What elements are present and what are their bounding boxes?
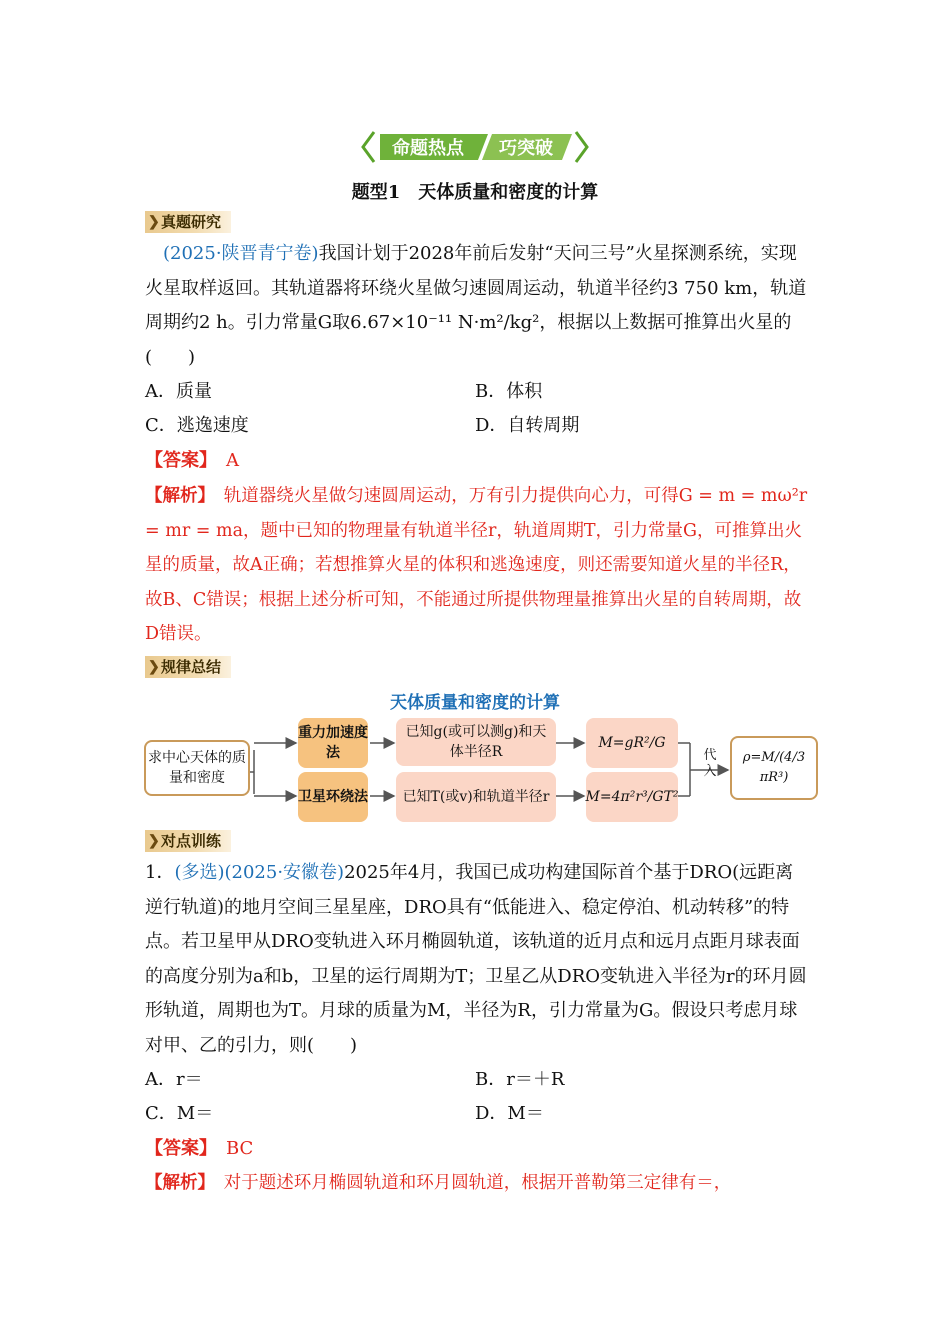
analysis-label: 【解析】 (145, 486, 207, 506)
q0-answer (145, 444, 810, 479)
section-banner (360, 128, 590, 166)
q1-option-b: B．r＝＋R (475, 1069, 565, 1090)
q1-analysis (145, 1166, 810, 1201)
q0-stem (145, 237, 810, 375)
analysis-label: 【解析】 (145, 1173, 207, 1193)
tag-training (145, 830, 231, 852)
q0-option-b: B．体积 (475, 381, 543, 402)
answer-value: BC (226, 1138, 254, 1159)
q0-source: (2025·陕晋青宁卷) (163, 243, 319, 264)
tag-summary (145, 656, 231, 678)
chevron-icon: ❯ (148, 214, 160, 230)
tag-real-exam (145, 211, 231, 233)
q1-stem (145, 856, 810, 1063)
q0-option-d: D．自转周期 (475, 415, 580, 436)
q1-number: 1． (145, 862, 175, 883)
banner-left-text: 命题热点 (392, 138, 464, 159)
q0-option-a: A．质量 (145, 381, 212, 402)
tag-label: 对点训练 (161, 832, 222, 850)
formula-orbit-box: M=4π²r³/GT² (586, 772, 678, 822)
q1-stem-text: 2025年4月，我国已成功构建国际首个基于DRO(远距离逆行轨道)的地月空间三星星座，DRO具有“低能进入、稳定停泊、机动转移”的特点。若卫星甲从DRO变轨进入环月椭圆轨道，该轨道的近月点和远月点距月球表面的高度分别为a和b，卫星的运行周期为T；卫星乙从DRO变轨进入半径为r的环月圆形轨道，周期也为T。月球的质量为M，半径为R，引力常量为G。假设只考虑月球对甲、乙的引力，则( ) (145, 862, 807, 1056)
q1-option-a: A．r＝ (145, 1069, 203, 1090)
q1-option-d: D．M＝ (475, 1103, 544, 1124)
answer-label: 【答案】 (145, 450, 208, 471)
density-result-box: ρ=M/(4/3 πR³) (730, 736, 818, 800)
formula-gravity-box: M=gR²/G (586, 718, 678, 768)
tag-label: 规律总结 (161, 658, 222, 676)
q1-source: (多选)(2025·安徽卷) (174, 862, 345, 883)
analysis-text: 对于题述环月椭圆轨道和环月圆轨道，根据开普勒第三定律有＝， (223, 1173, 732, 1193)
gravity-method-box: 重力加速度法 (298, 718, 368, 768)
answer-value: A (226, 450, 239, 471)
q0-analysis (145, 479, 810, 652)
known-gravity-box: 已知g(或可以测g)和天体半径R (396, 718, 556, 766)
analysis-text: 轨道器绕火星做匀速圆周运动，万有引力提供向心力，可得G = m = mω²r = mr = ma，题中已知的物理量有轨道半径r，轨道周期T，引力常量G，可推算出火星的质量，故A正确；若想推算火星的体积和逃逸速度，则还需要知道火星的半径R，故B、C错误；根据上述分析可知，不能通过所提供物理量推算出火星的自转周期，故D错误。 (145, 486, 808, 644)
central-body-box: 求中心天体的质量和密度 (144, 740, 250, 796)
q1-option-c: C．M＝ (145, 1103, 214, 1124)
banner-right-text: 巧突破 (499, 138, 553, 159)
known-orbit-box: 已知T(或v)和轨道半径r (396, 772, 556, 822)
substitute-label: 代入 (703, 748, 717, 779)
q0-option-c: C．逃逸速度 (145, 415, 249, 436)
q1-answer (145, 1132, 810, 1167)
chevron-icon: ❯ (148, 833, 160, 849)
tag-label: 真题研究 (161, 213, 222, 231)
section-title: 题型1 天体质量和密度的计算 (351, 182, 599, 203)
rule-diagram (142, 714, 817, 826)
rule-title: 天体质量和密度的计算 (390, 693, 560, 713)
answer-label: 【答案】 (145, 1138, 208, 1159)
q0-stem-text: 我国计划于2028年前后发射“天问三号”火星探测系统，实现火星取样返回。其轨道器将环绕火星做匀速圆周运动，轨道半径约3 750 km，轨道周期约2 h。引力常量G取6.67×10⁻¹¹ N·m²/kg²，根据以上数据可推算出火星的( ) (145, 243, 807, 368)
chevron-icon: ❯ (148, 659, 160, 675)
orbit-method-box: 卫星环绕法 (298, 772, 368, 822)
